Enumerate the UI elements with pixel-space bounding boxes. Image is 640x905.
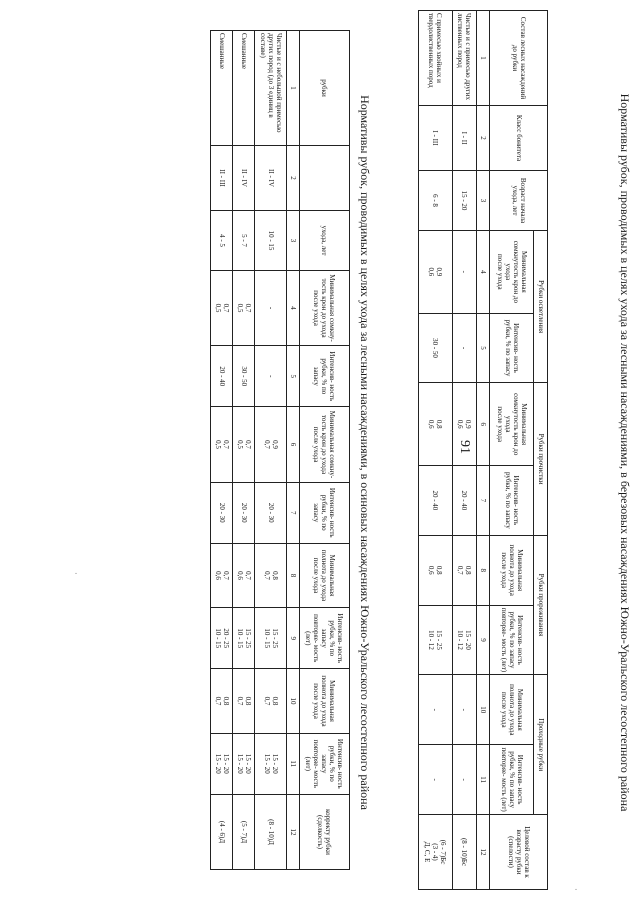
- cell: 0,8 0,6: [419, 383, 453, 466]
- header-cell: рубки: [299, 31, 349, 146]
- header-text: Минимальная полнота до ухода: [320, 549, 337, 602]
- number-cell: 9: [476, 605, 490, 675]
- cell: Чистые и с небольшой примесью других пород (до 3 единиц в составе): [255, 31, 287, 146]
- header-text: после ухода: [312, 557, 321, 594]
- table-row: [419, 11, 453, 890]
- header-text: повторяе- мость (лет): [499, 607, 508, 673]
- header-cell: [299, 271, 349, 346]
- number-cell: 6: [476, 383, 490, 466]
- cell: 20 - 40: [452, 466, 476, 536]
- cell: II - IV: [255, 146, 287, 211]
- cell: (6 - 7)Бс (3 - 4) Д, С, Е: [419, 815, 453, 890]
- cell: I - III: [419, 106, 453, 171]
- header-cell: [490, 745, 534, 815]
- cell: 0,9 0,7: [255, 407, 287, 482]
- header-cell: Рубки осветления: [534, 231, 548, 383]
- cell: 30 - 50: [419, 313, 453, 383]
- header-cell: Интенсив- ность рубки, % по запасу: [299, 346, 349, 407]
- header-text: после ухода: [312, 290, 321, 326]
- cell: 4 - 5: [211, 211, 233, 271]
- cell: 0,8 0,7: [255, 669, 287, 733]
- cell: 20 - 30: [255, 482, 287, 543]
- cell: II - III: [211, 146, 233, 211]
- cell: 30 - 50: [233, 346, 255, 407]
- cell: (5 - 7)Д: [233, 795, 255, 870]
- table-birch: [418, 10, 548, 890]
- title-aspen: Нормативы рубок, проводимых в целях ухода за лесными насаждениями, в осиновых насаждениях Южно-Уральского лесостепного района: [358, 95, 372, 810]
- cell: 20 - 30: [211, 482, 233, 543]
- header-cell: [299, 543, 349, 607]
- cell: 0,8 0,7: [211, 669, 233, 733]
- number-cell: 9: [286, 608, 299, 669]
- header-text: после ухода: [499, 691, 508, 728]
- cell: -: [255, 271, 287, 346]
- header-cell: ухода, лет: [299, 211, 349, 271]
- header-cell: [490, 231, 534, 314]
- cell: 0,7 0,5: [233, 271, 255, 346]
- cell: 15 - 20 10 - 12: [452, 605, 476, 675]
- number-cell: 2: [286, 146, 299, 211]
- number-cell: 1: [286, 31, 299, 146]
- table-header-row: [534, 11, 548, 890]
- number-cell: 12: [286, 795, 299, 870]
- cell: 15 - 20 15 - 20: [233, 733, 255, 794]
- header-text: Интенсив- ность рубки, % по запасу: [320, 738, 345, 789]
- header-text: Минимальная сомкну- тость крон до ухода: [320, 274, 337, 342]
- table-header-row: [299, 31, 349, 870]
- cell: II - IV: [233, 146, 255, 211]
- number-cell: 8: [286, 543, 299, 607]
- number-cell: 4: [476, 231, 490, 314]
- header-cell: [490, 605, 534, 675]
- cell: -: [452, 745, 476, 815]
- scan-mark: ·: [571, 888, 580, 891]
- number-cell: 8: [476, 535, 490, 605]
- cell: 15 - 25 10 - 15: [255, 608, 287, 669]
- table-aspen: [210, 30, 350, 870]
- scan-mark: ·: [71, 572, 80, 575]
- number-cell: 7: [286, 482, 299, 543]
- header-cell: Класс бонитета: [490, 106, 548, 171]
- cell: 20 - 40: [211, 346, 233, 407]
- header-cell: [490, 675, 534, 745]
- cell: 20 - 30: [233, 482, 255, 543]
- header-cell: [490, 535, 534, 605]
- cell: 6 - 8: [419, 171, 453, 231]
- header-text: Минимальная сомкнутость крон до ухода: [503, 240, 528, 303]
- cell: Смешанные: [211, 31, 233, 146]
- header-cell: Интенсив- ность рубки, % по запасу: [490, 313, 534, 383]
- number-cell: 11: [286, 733, 299, 794]
- cell: (8 - 10)Бс: [452, 815, 476, 890]
- cell: 20 - 25 10 - 15: [211, 608, 233, 669]
- cell: -: [419, 745, 453, 815]
- title-birch: Нормативы рубок, проводимых в целях ухода за лесными насаждениями, в березовых насаждениях Южно-Уральского лесостепного района: [618, 93, 632, 812]
- header-cell: [299, 733, 349, 794]
- header-text: повторяе- мость (лет): [304, 739, 321, 788]
- number-cell: 11: [476, 745, 490, 815]
- cell: -: [452, 675, 476, 745]
- number-cell: 4: [286, 271, 299, 346]
- number-cell: 7: [476, 466, 490, 536]
- table-row: [233, 31, 255, 870]
- header-cell: [299, 608, 349, 669]
- header-text: Минимальная сомкну- тость крон до ухода: [320, 410, 337, 479]
- cell: 15 - 25 10 - 15: [233, 608, 255, 669]
- cell: 0,7 0,6: [233, 543, 255, 607]
- cell: 0,7 0,5: [211, 271, 233, 346]
- number-cell: 1: [476, 11, 490, 106]
- header-text: Интенсив- ность рубки, % по запасу: [320, 613, 345, 664]
- cell: -: [255, 346, 287, 407]
- cell: 0,8 0,7: [255, 543, 287, 607]
- number-cell: 10: [286, 669, 299, 733]
- header-cell: [299, 669, 349, 733]
- number-cell: 3: [476, 171, 490, 231]
- header-text: Интенсив- ность рубки, % по запасу: [507, 611, 524, 669]
- cell: Смешанные: [233, 31, 255, 146]
- number-cell: 3: [286, 211, 299, 271]
- cell: 10 - 15: [255, 211, 287, 271]
- number-cell: 5: [286, 346, 299, 407]
- header-text: Интенсив- ность рубки, % по запасу: [507, 751, 524, 808]
- cell: 0,9 0,6: [419, 231, 453, 314]
- header-text: Минимальная полнота до ухода: [507, 684, 524, 736]
- cell: 0,7 0,5: [211, 407, 233, 482]
- header-cell: [299, 146, 349, 211]
- header-text: Минимальная полнота до ухода: [320, 675, 337, 727]
- header-text: Минимальная сомкнутость крон до ухода: [503, 393, 528, 456]
- header-text: повторяе- мость (лет): [499, 747, 508, 812]
- header-text: после ухода: [312, 426, 321, 463]
- header-cell: Интенсив- ность рубки, % по запасу: [490, 466, 534, 536]
- cell: 0,8 0,6: [419, 535, 453, 605]
- table-row: [211, 31, 233, 870]
- table-row: [255, 31, 287, 870]
- cell: 15 - 20 15 - 20: [211, 733, 233, 794]
- cell: 0,7 0,5: [233, 407, 255, 482]
- header-cell: [299, 407, 349, 482]
- header-text: после ухода: [495, 254, 504, 290]
- cell: 15 - 20 15 - 20: [255, 733, 287, 794]
- header-cell: корректу рубки (сделкость): [299, 795, 349, 870]
- page-number: 91: [457, 440, 472, 454]
- header-cell: Интенсив- ность рубки, % по запасу: [299, 482, 349, 543]
- cell: 15 - 25 10 - 12: [419, 605, 453, 675]
- cell: 5 - 7: [233, 211, 255, 271]
- header-text: после ухода: [312, 683, 321, 719]
- cell: С примесью хвойных и твердолиственных пород: [419, 11, 453, 106]
- cell: 0,8 0,7: [233, 669, 255, 733]
- cell: 15 - 20: [452, 171, 476, 231]
- header-cell: Целевой состав к возрасту рубки (спелости): [490, 815, 548, 890]
- number-cell: 12: [476, 815, 490, 890]
- header-text: Минимальная полнота до ухода: [507, 544, 524, 596]
- cell: (4 - 6)Д: [211, 795, 233, 870]
- cell: Чистые и с примесью других лиственных пород: [452, 11, 476, 106]
- header-text: после ухода: [499, 552, 508, 588]
- header-text: повторяе- мость (лет): [304, 614, 321, 663]
- number-row: [286, 31, 299, 870]
- cell: -: [419, 675, 453, 745]
- number-cell: 5: [476, 313, 490, 383]
- header-cell: Возраст начала ухода, лет: [490, 171, 548, 231]
- header-cell: [490, 383, 534, 466]
- header-cell: Состав лесных насаждений до рубки: [490, 11, 548, 106]
- number-cell: 10: [476, 675, 490, 745]
- cell: 0,9 0,6: [452, 383, 476, 466]
- cell: 20 - 40: [419, 466, 453, 536]
- header-cell: Рубки прореживания: [534, 535, 548, 675]
- cell: -: [452, 313, 476, 383]
- cell: 0,8 0,7: [452, 535, 476, 605]
- number-cell: 2: [476, 106, 490, 171]
- cell: -: [452, 231, 476, 314]
- header-cell: Рубки прочистки: [534, 383, 548, 535]
- cell: (8 - 10)Д: [255, 795, 287, 870]
- cell: 0,7 0,6: [211, 543, 233, 607]
- header-cell: Проходные рубки: [534, 675, 548, 815]
- cell: I - II: [452, 106, 476, 171]
- number-row: [476, 11, 490, 890]
- number-cell: 6: [286, 407, 299, 482]
- header-text: после ухода: [495, 406, 504, 442]
